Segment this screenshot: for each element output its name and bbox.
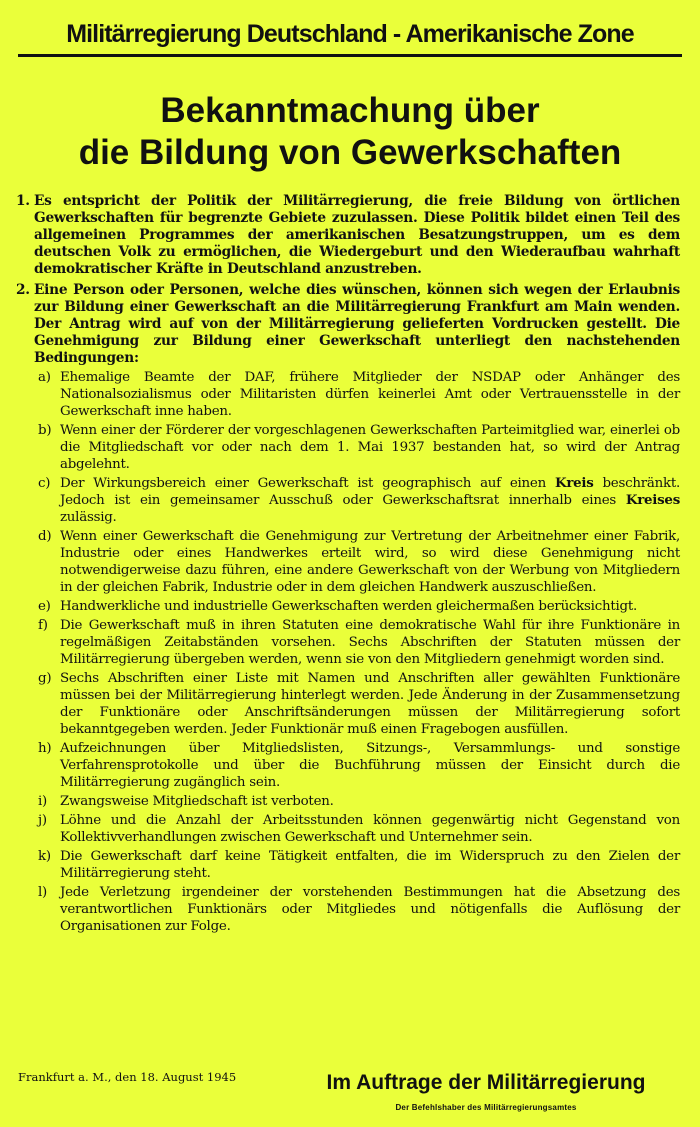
condition-text: Wenn einer Gewerkschaft die Genehmigung zur Vertretung der Arbeitnehmer einer Fabrik, Industrie oder eines Handwerkes erteilt wird, so wird diese Genehmigung nicht notwendigerweise dazu führen, eine andere Gewerkschaft von der Werbung von Mitgliedern in der gleichen Fabrik, Industrie oder in dem gleichen Handwerk auszuschließen. bbox=[60, 529, 680, 595]
condition-label: d) bbox=[38, 529, 52, 544]
paragraph-number: 2. bbox=[16, 282, 30, 298]
condition-label: b) bbox=[38, 423, 52, 438]
condition-label: h) bbox=[38, 741, 52, 756]
condition-f bbox=[38, 617, 680, 668]
condition-text-part: zulässig. bbox=[60, 510, 117, 525]
condition-i bbox=[38, 793, 680, 810]
authority-header: Militärregierung Deutschland - Amerikanische Zone bbox=[18, 14, 682, 57]
condition-text: Jede Verletzung irgendeiner der vorstehenden Bestimmungen hat die Absetzung des verantwortlichen Funktionärs oder Mitgliedes und nötigenfalls die Auflösung der Organisationen zur Folge. bbox=[60, 885, 680, 934]
paragraph-2 bbox=[16, 282, 680, 367]
page-title bbox=[0, 90, 700, 174]
condition-label: j) bbox=[38, 813, 47, 828]
condition-b bbox=[38, 422, 680, 473]
condition-label: c) bbox=[38, 476, 51, 491]
condition-l bbox=[38, 884, 680, 935]
condition-text: Die Gewerkschaft darf keine Tätigkeit entfalten, die im Widerspruch zu den Zielen der Militärregierung steht. bbox=[60, 849, 680, 881]
condition-d bbox=[38, 528, 680, 596]
condition-g bbox=[38, 670, 680, 738]
condition-label: i) bbox=[38, 794, 48, 809]
signature-line: Im Auftrage der Militärregierung bbox=[326, 1071, 646, 1094]
notice-body bbox=[16, 193, 680, 937]
condition-a bbox=[38, 369, 680, 420]
condition-text: Aufzeichnungen über Mitgliedslisten, Sitzungs-, Versammlungs- und sonstige Verfahrensprotokolle und über die Buchführung müssen der Einsicht durch die Militärregierung zugänglich sein. bbox=[60, 741, 680, 790]
condition-text: Zwangsweise Mitgliedschaft ist verboten. bbox=[60, 794, 334, 809]
condition-text: Sechs Abschriften einer Liste mit Namen und Anschriften aller gewählten Funktionäre müssen bei der Militärregierung hinterlegt werden. Jede Änderung in der Zusammensetzung der Funktionäre oder Anschriftsänderungen müssen der Militärregierung sofort bekanntgegeben werden. Jeder Funktionär muß einen Fragebogen ausfüllen. bbox=[60, 671, 680, 737]
condition-e bbox=[38, 598, 680, 615]
condition-k bbox=[38, 848, 680, 882]
signature-block bbox=[300, 1070, 672, 1115]
condition-text: Löhne und die Anzahl der Arbeitsstunden können gegenwärtig nicht Gegenstand von Kollektivverhandlungen zwischen Gewerkschaft und Unternehmer sein. bbox=[60, 813, 680, 845]
paragraph-1 bbox=[16, 193, 680, 278]
emphasis-kreis: Kreis bbox=[554, 475, 594, 491]
condition-text-part: beschränkt. Jedoch ist ein gemeinsamer Ausschuß oder Gewerkschaftsrat innerhalb eines bbox=[60, 476, 680, 508]
paragraph-text: Eine Person oder Personen, welche dies wünschen, können sich wegen der Erlaubnis zur Bildung einer Gewerkschaft an die Militärregierung Frankfurt am Main wenden. Der Antrag wird auf von der Militärregierung gelieferten Vordrucken gestellt. Die Genehmigung zur Bildung einer Gewerkschaft unterliegt den nachstehenden Bedingungen: bbox=[34, 282, 680, 366]
condition-text: Die Gewerkschaft muß in ihren Statuten eine demokratische Wahl für ihre Funktionäre in regelmäßigen Zeitabständen vorsehen. Sechs Abschriften der Statuten müssen der Militärregierung übergeben werden, wenn sie von den Mitgliedern genehmigt worden sind. bbox=[60, 618, 680, 667]
condition-h bbox=[38, 740, 680, 791]
signatory-title: Der Befehlshaber des Militärregierungsamtes bbox=[395, 1103, 577, 1112]
condition-label: e) bbox=[38, 599, 51, 614]
condition-text bbox=[60, 475, 680, 526]
condition-text: Ehemalige Beamte der DAF, frühere Mitglieder der NSDAP oder Anhänger des Nationalsozialismus oder Militaristen dürfen keinerlei Amt oder Vertrauensstelle in der Gewerkschaft inne haben. bbox=[60, 370, 680, 419]
condition-text-part: Der Wirkungsbereich einer Gewerkschaft ist geographisch auf einen bbox=[60, 476, 555, 491]
title-line-2: die Bildung von Gewerkschaften bbox=[78, 133, 622, 172]
paragraph-number: 1. bbox=[16, 193, 30, 209]
title-line-1: Bekanntmachung über bbox=[160, 91, 540, 130]
place-and-date: Frankfurt a. M., den 18. August 1945 bbox=[18, 1070, 237, 1084]
conditions-list bbox=[38, 369, 680, 935]
condition-text: Wenn einer der Förderer der vorgeschlagenen Gewerkschaften Parteimitglied war, einerlei ob die Mitgliedschaft vor oder nach dem 1. Mai 1937 bestanden hat, so wird der Antrag abgelehnt. bbox=[60, 423, 680, 472]
paragraph-text: Es entspricht der Politik der Militärregierung, die freie Bildung von örtlichen Gewerkschaften für begrenzte Gebiete zuzulassen. Diese Politik bildet einen Teil des allgemeinen Programmes der amerikanischen Besatzungstruppen, um es dem deutschen Volk zu ermöglichen, die Wiedergeburt und den Wiederaufbau wahrhaft demokratischer Kräfte in Deutschland anzustreben. bbox=[34, 193, 680, 277]
condition-j bbox=[38, 812, 680, 846]
condition-label: k) bbox=[38, 849, 51, 864]
condition-label: a) bbox=[38, 370, 51, 385]
condition-text: Handwerkliche und industrielle Gewerkschaften werden gleichermaßen berücksichtigt. bbox=[60, 599, 637, 614]
condition-c bbox=[38, 475, 680, 526]
condition-label: g) bbox=[38, 671, 52, 686]
emphasis-kreises: Kreises bbox=[625, 492, 680, 508]
condition-label: f) bbox=[38, 618, 48, 633]
condition-label: l) bbox=[38, 885, 48, 900]
